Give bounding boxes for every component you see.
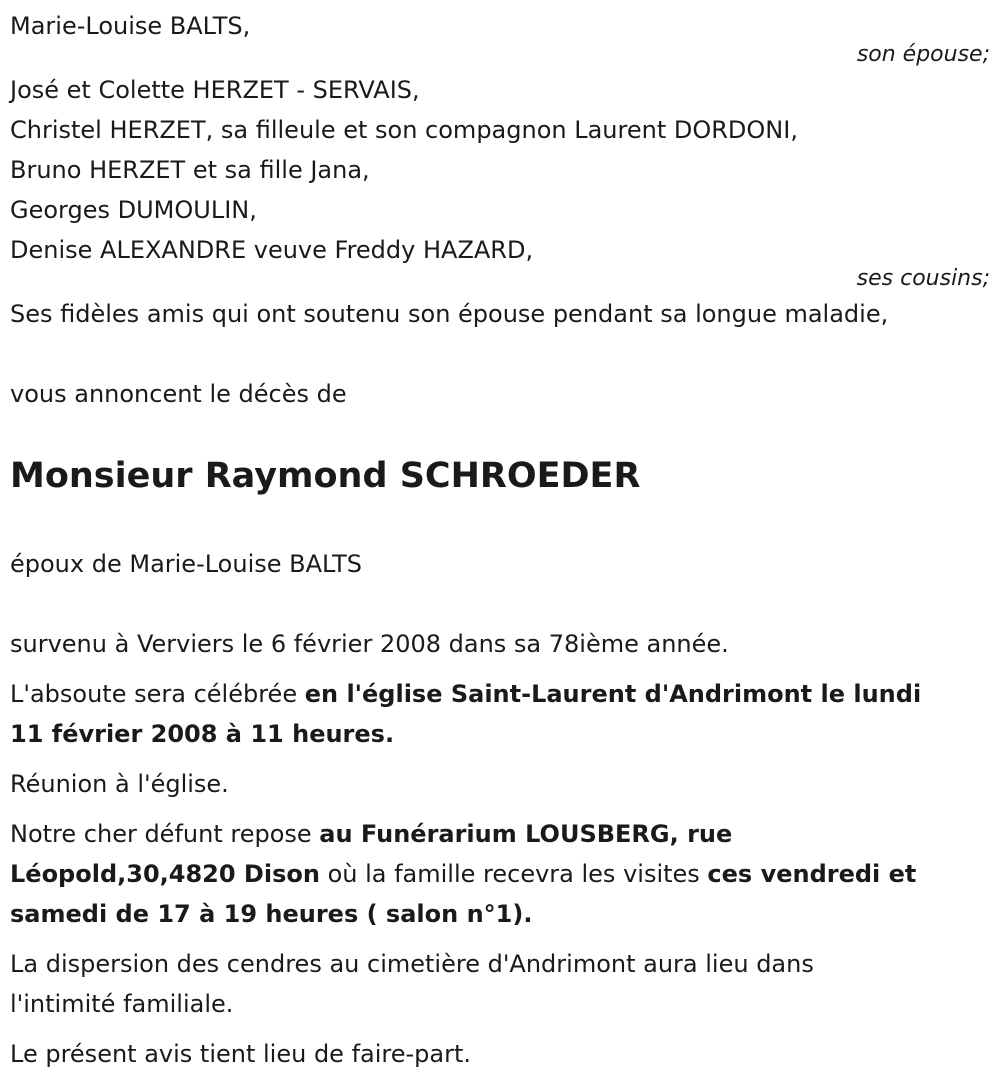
rest-middle: où la famille recevra les visites <box>319 860 708 888</box>
absoute-date: 11 février 2008 à 11 heures. <box>10 720 395 748</box>
spouse-of-line: époux de Marie-Louise BALTS <box>10 550 362 578</box>
dispersion-paragraph <box>10 944 990 1024</box>
cousin-line-4: Georges DUMOULIN, <box>10 196 257 224</box>
obituary-notice <box>10 6 990 1074</box>
absoute-paragraph <box>10 674 990 754</box>
spouse-role: son épouse; <box>856 42 990 67</box>
absoute-prefix: L'absoute sera célébrée <box>10 680 305 708</box>
deceased-name: Monsieur Raymond SCHROEDER <box>10 456 641 496</box>
spouse-line: Marie-Louise BALTS, <box>10 12 251 40</box>
meeting-line: Réunion à l'église. <box>10 770 229 798</box>
rest-place-1: au Funérarium LOUSBERG, rue <box>319 820 733 848</box>
announcement-intro: vous annoncent le décès de <box>10 380 347 408</box>
closing-line: Le présent avis tient lieu de faire-part. <box>10 1040 472 1068</box>
cousin-line-5: Denise ALEXANDRE veuve Freddy HAZARD, <box>10 236 534 264</box>
rest-prefix: Notre cher défunt repose <box>10 820 320 848</box>
death-info: survenu à Verviers le 6 février 2008 dans sa 78ième année. <box>10 630 729 658</box>
dispersion-line-2: l'intimité familiale. <box>10 990 234 1018</box>
visit-hours: samedi de 17 à 19 heures ( salon n°1). <box>10 900 533 928</box>
absoute-place: en l'église Saint-Laurent d'Andrimont le lundi <box>304 680 922 708</box>
cousin-line-3: Bruno HERZET et sa fille Jana, <box>10 156 370 184</box>
cousin-line-2: Christel HERZET, sa filleule et son compagnon Laurent DORDONI, <box>10 116 798 144</box>
cousin-line-1: José et Colette HERZET - SERVAIS, <box>10 76 420 104</box>
cousins-role: ses cousins; <box>856 266 990 291</box>
visit-days: ces vendredi et <box>707 860 917 888</box>
rest-paragraph <box>10 814 990 934</box>
rest-place-2: Léopold,30,4820 Dison <box>10 860 320 888</box>
friends-line: Ses fidèles amis qui ont soutenu son épouse pendant sa longue maladie, <box>10 300 889 328</box>
dispersion-line-1: La dispersion des cendres au cimetière d'Andrimont aura lieu dans <box>10 950 814 978</box>
